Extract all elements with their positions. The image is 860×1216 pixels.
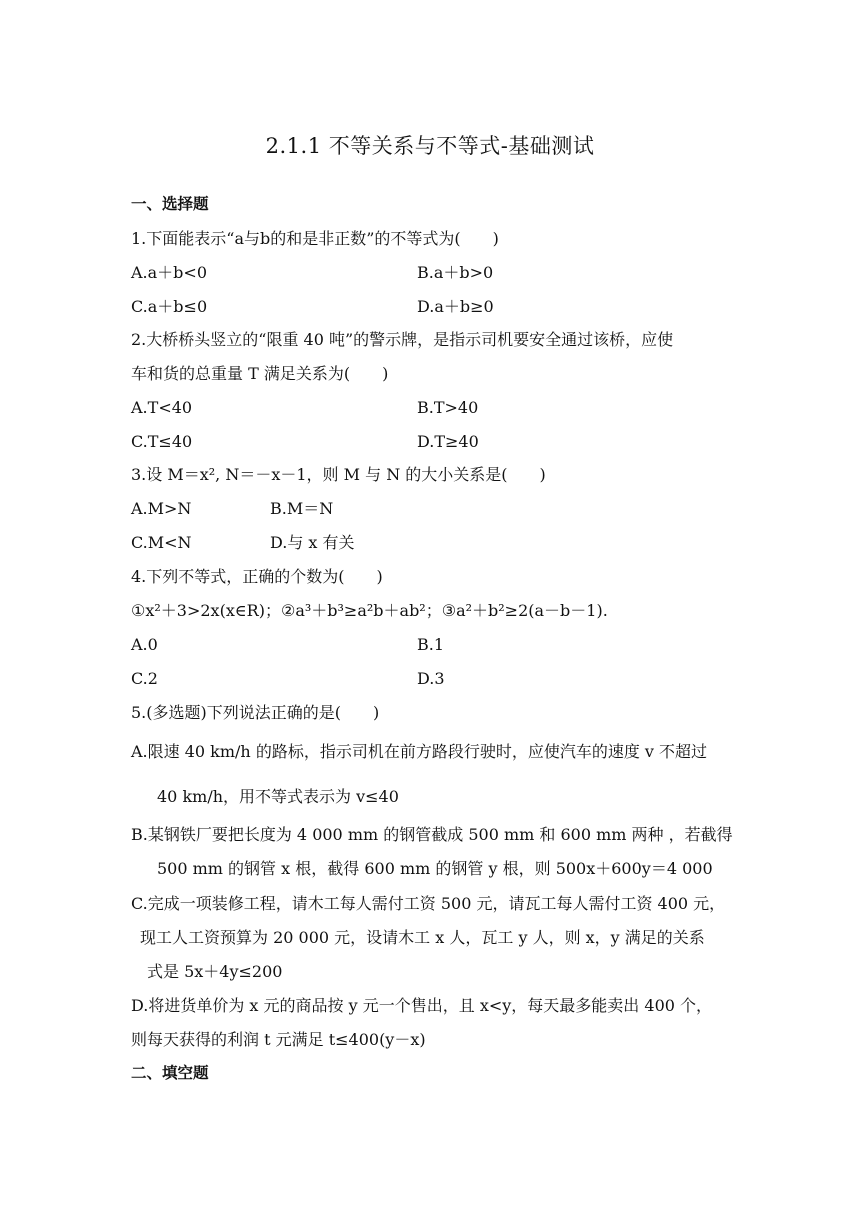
question-1-option-c: C.a＋b≤0 (131, 297, 208, 316)
question-1-option-d: D.a＋b≥0 (417, 297, 494, 316)
question-5-option-d-line2: 则每天获得的利润 t 元满足 t≤400(y－x) (131, 1030, 426, 1049)
question-4-option-c: C.2 (131, 669, 158, 688)
question-5-option-a-line1: A.限速 40 km/h 的路标，指示司机在前方路段行驶时，应使汽车的速度 v 不超过 (131, 742, 708, 761)
question-2-option-d: D.T≥40 (417, 432, 479, 451)
question-3-option-d: D.与 x 有关 (270, 533, 355, 552)
question-5-option-d-line1: D.将进货单价为 x 元的商品按 y 元一个售出，且 x<y，每天最多能卖出 400 个， (131, 996, 713, 1015)
question-2-stem-line1: 2.大桥桥头竖立的“限重 40 吨”的警示牌，是指示司机要安全通过该桥，应使 (131, 330, 674, 349)
question-5-stem: 5.(多选题)下列说法正确的是( ) (131, 703, 380, 722)
question-2-option-a: A.T<40 (131, 398, 193, 417)
question-3-option-a: A.M>N (131, 499, 192, 518)
question-4-option-d: D.3 (417, 669, 445, 688)
question-3-stem: 3.设 M＝x², N＝－x－1，则 M 与 N 的大小关系是( ) (131, 465, 546, 484)
question-1-option-a: A.a＋b<0 (131, 263, 208, 282)
section-heading-choice: 一、选择题 (131, 195, 209, 213)
question-5-option-c-line3: 式是 5x＋4y≤200 (147, 962, 283, 981)
question-1-option-b: B.a＋b>0 (417, 263, 494, 282)
question-4-option-b: B.1 (417, 635, 445, 654)
question-4-items: ①x²＋3>2x(x∈R)；②a³＋b³≥a²b＋ab²；③a²＋b²≥2(a－b－1). (131, 601, 608, 620)
question-4-stem: 4.下列不等式，正确的个数为( ) (131, 567, 383, 586)
question-5-option-b-line1: B.某钢铁厂要把长度为 4 000 mm 的钢管截成 500 mm 和 600 mm 两种 ，若截得 (131, 825, 733, 844)
question-5-option-c-line2: 现工人工资预算为 20 000 元，设请木工 x 人，瓦工 y 人，则 x，y 满足的关系 (140, 928, 705, 947)
question-3-option-b: B.M＝N (270, 499, 334, 518)
section-heading-fill: 二、填空题 (131, 1064, 209, 1082)
question-3-option-c: C.M<N (131, 533, 192, 552)
question-2-option-c: C.T≤40 (131, 432, 193, 451)
question-5-option-a-line2: 40 km/h，用不等式表示为 v≤40 (157, 787, 399, 806)
question-4-option-a: A.0 (131, 635, 158, 654)
page-title: 2.1.1 不等关系与不等式-基础测试 (265, 134, 595, 158)
question-2-option-b: B.T>40 (417, 398, 479, 417)
question-1-stem: 1.下面能表示“a与b的和是非正数”的不等式为( ) (131, 229, 499, 248)
question-5-option-b-line2: 500 mm 的钢管 x 根，截得 600 mm 的钢管 y 根，则 500x＋600y＝4 000 (157, 859, 713, 878)
question-2-stem-line2: 车和货的总重量 T 满足关系为( ) (131, 364, 389, 383)
question-5-option-c-line1: C.完成一项装修工程，请木工每人需付工资 500 元，请瓦工每人需付工资 400 元， (131, 894, 726, 913)
